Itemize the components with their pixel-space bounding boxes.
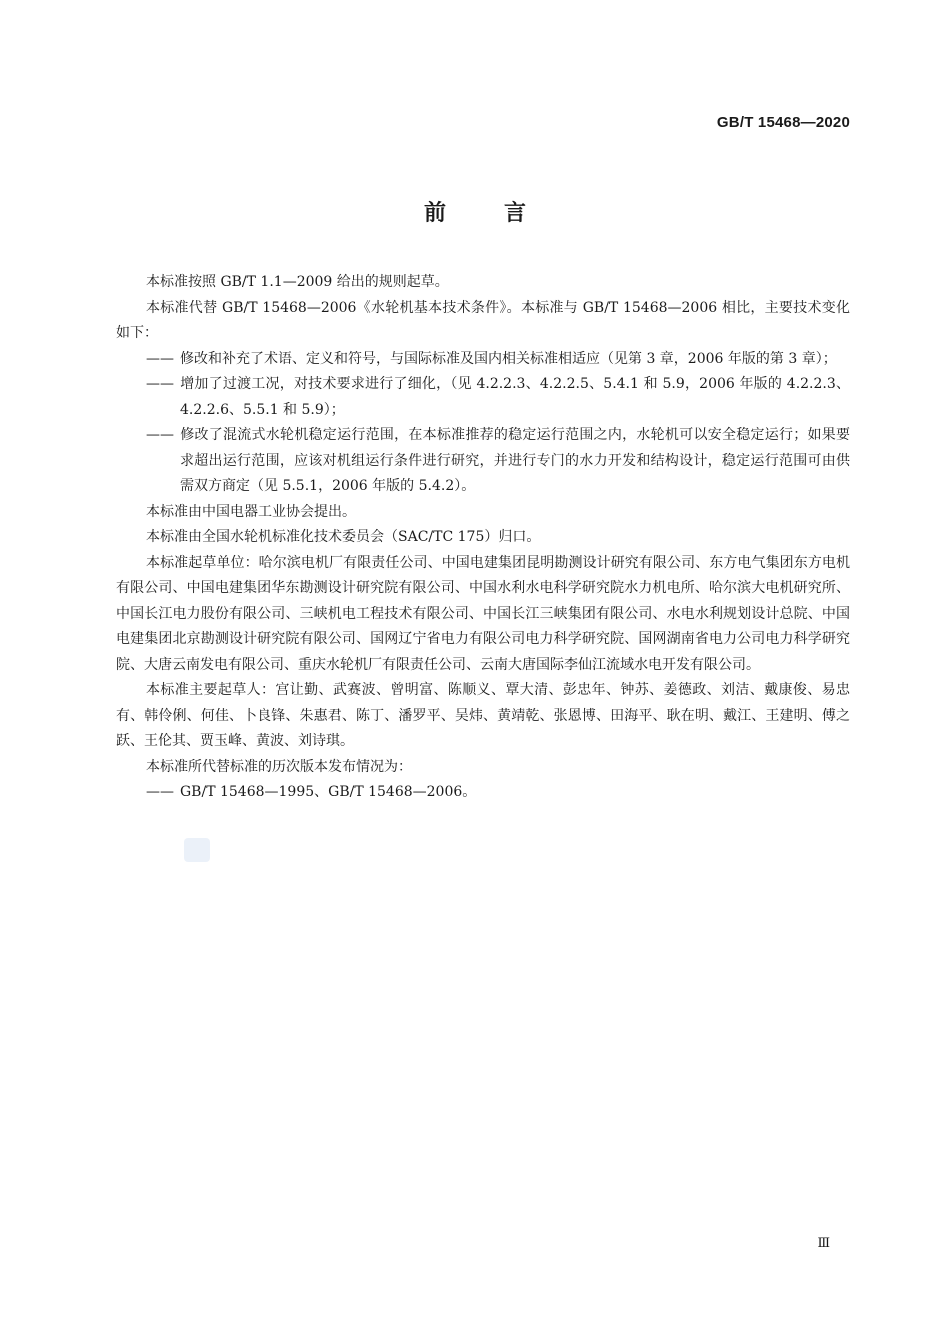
dash-mark: —— — [146, 784, 174, 800]
history-item-text: GB/T 15468—1995、GB/T 15468—2006。 — [180, 784, 477, 800]
paragraph-drafting-units: 本标准起草单位：哈尔滨电机厂有限责任公司、中国电建集团昆明勘测设计研究有限公司、东方电气集团东方电机有限公司、中国电建集团华东勘测设计研究院有限公司、中国水利水电科学研究院水力机电所、哈尔滨大电机研究所、中国长江电力股份有限公司、三峡机电工程技术有限公司、中国长江三峡集团有限公司、水电水利规划设计总院、中国电建集团北京勘测设计研究院有限公司、国网辽宁省电力有限公司电力科学研究院、国网湖南省电力公司电力科学研究院、大唐云南发电有限公司、重庆水轮机厂有限责任公司、云南大唐国际李仙江流域水电开发有限公司。 — [116, 554, 850, 673]
paragraph-history-intro: 本标准所代替标准的历次版本发布情况为： — [146, 758, 412, 775]
history-item — [116, 780, 850, 806]
standard-number: GB/T 15468—2020 — [716, 114, 850, 131]
dash-mark: —— — [146, 427, 174, 443]
list-item — [116, 347, 850, 373]
page-number: Ⅲ — [817, 1236, 830, 1251]
list-item-text: 增加了过渡工况，对技术要求进行了细化，（见 4.2.2.3、4.2.2.5、5.4.1 和 5.9，2006 年版的 4.2.2.3、4.2.2.6、5.5.1 和 5.9）； — [180, 376, 850, 418]
paragraph-proposer: 本标准由中国电器工业协会提出。 — [146, 503, 356, 520]
paragraph-drafting-rules: 本标准按照 GB/T 1.1—2009 给出的规则起草。 — [146, 274, 449, 290]
paragraph-drafters: 本标准主要起草人：宫让勤、武赛波、曾明富、陈顺义、覃大清、彭忠年、钟苏、姜德政、刘洁、戴康俊、易忠有、韩伶俐、何佳、卜良锋、朱惠君、陈丁、潘罗平、吴炜、黄靖乾、张恩博、田海平、耿在明、戴江、王建明、傅之跃、王伦其、贾玉峰、黄波、刘诗琪。 — [116, 682, 850, 749]
list-item-text: 修改和补充了术语、定义和符号，与国际标准及国内相关标准相适应（见第 3 章，2006 年版的第 3 章）； — [180, 350, 837, 367]
page-title: 前言 — [423, 201, 584, 226]
list-item — [116, 372, 850, 423]
paragraph-replacement: 本标准代替 GB/T 15468—2006《水轮机基本技术条件》。本标准与 GB/T 15468—2006 相比，主要技术变化如下： — [116, 299, 850, 341]
dash-mark: —— — [146, 376, 174, 392]
list-item — [116, 423, 850, 500]
document-body — [116, 270, 850, 806]
dash-mark: —— — [146, 350, 174, 367]
list-item-text: 修改了混流式水轮机稳定运行范围，在本标准推荐的稳定运行范围之内，水轮机可以安全稳定运行；如果要求超出运行范围，应该对机组运行条件进行研究，并进行专门的水力开发和结构设计，稳定运行范围可由供需双方商定（见 5.5.1，2006 年版的 5.4.2）。 — [180, 427, 850, 494]
paragraph-committee: 本标准由全国水轮机标准化技术委员会（SAC/TC 175）归口。 — [146, 529, 541, 545]
watermark-stamp — [184, 838, 210, 862]
